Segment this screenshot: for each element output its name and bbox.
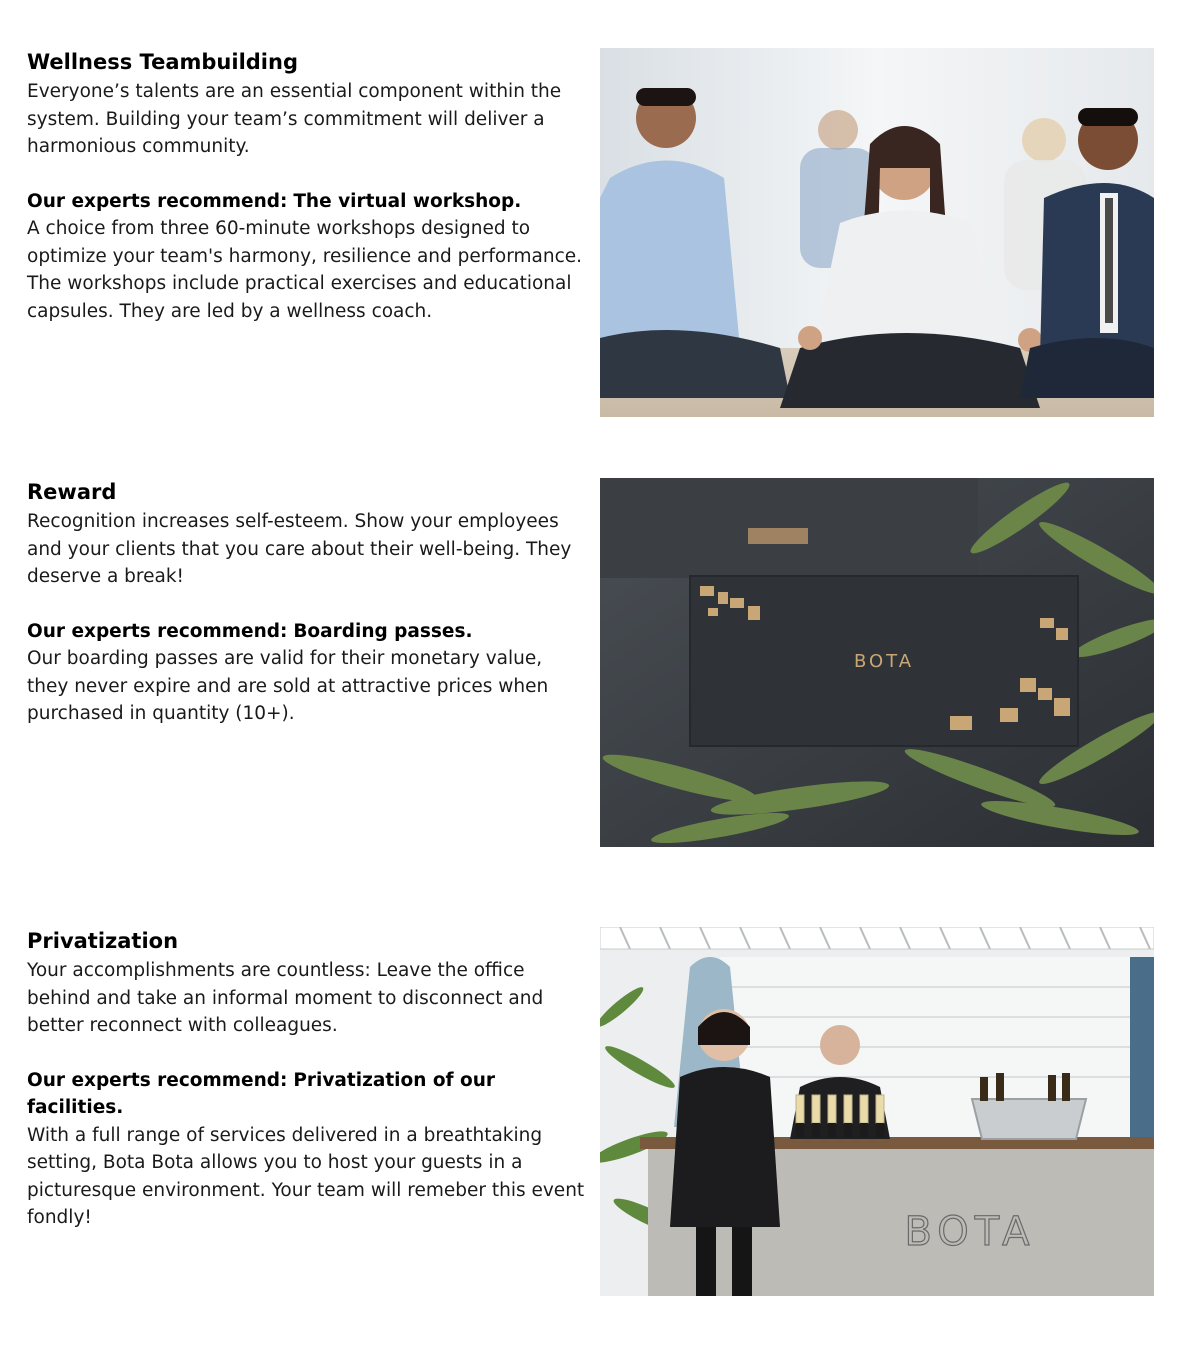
section-intro: Everyone’s talents are an essential component within the system. Building your team’s commitment will deliver a harmonious community. [27,81,562,157]
section-intro: Recognition increases self-esteem. Show your employees and your clients that you care about their well-being. They deserve a break! [27,511,572,587]
photo-bar-event [600,927,1154,1296]
section-recommendation [27,188,587,326]
recommend-details: A choice from three 60-minute workshops designed to optimize your team's harmony, resilience and performance. The workshops include practical exercises and educational capsules. They are led by a wellness coach. [27,218,583,322]
recommend-item: The virtual workshop. [293,190,522,212]
section-text [27,478,587,728]
recommend-lead: Our experts recommend: [27,190,288,212]
recommend-details: Our boarding passes are valid for their monetary value, they never expire and are sold at attractive prices when purchased in quantity (10+). [27,648,549,724]
section-title: Wellness Teambuilding [27,50,298,74]
recommend-details: With a full range of services delivered in a breathtaking setting, Bota Bota allows you to host your guests in a picturesque environment. Your team will remeber this event fondly! [27,1124,585,1228]
photo-gift-box [600,478,1154,847]
section-text [27,927,587,1232]
recommend-lead: Our experts recommend: [27,1069,288,1091]
photo-logo: BOTA [853,651,915,672]
section-title: Reward [27,480,117,504]
bar-event-illustration [600,927,1154,1296]
photo-logo: BOTA [904,1209,1036,1255]
recommend-item: Boarding passes. [293,620,473,642]
meditation-illustration [600,48,1154,417]
gift-box-illustration [600,478,1154,847]
section-recommendation [27,618,587,728]
section-intro: Your accomplishments are countless: Leave the office behind and take an informal moment to disconnect and better reconnect with colleagues. [27,960,544,1036]
section-recommendation [27,1067,587,1232]
recommend-item: Privatization of our facilities. [27,1069,496,1118]
section-title: Privatization [27,929,179,953]
photo-meditation [600,48,1154,417]
recommend-lead: Our experts recommend: [27,620,288,642]
section-text [27,48,587,325]
